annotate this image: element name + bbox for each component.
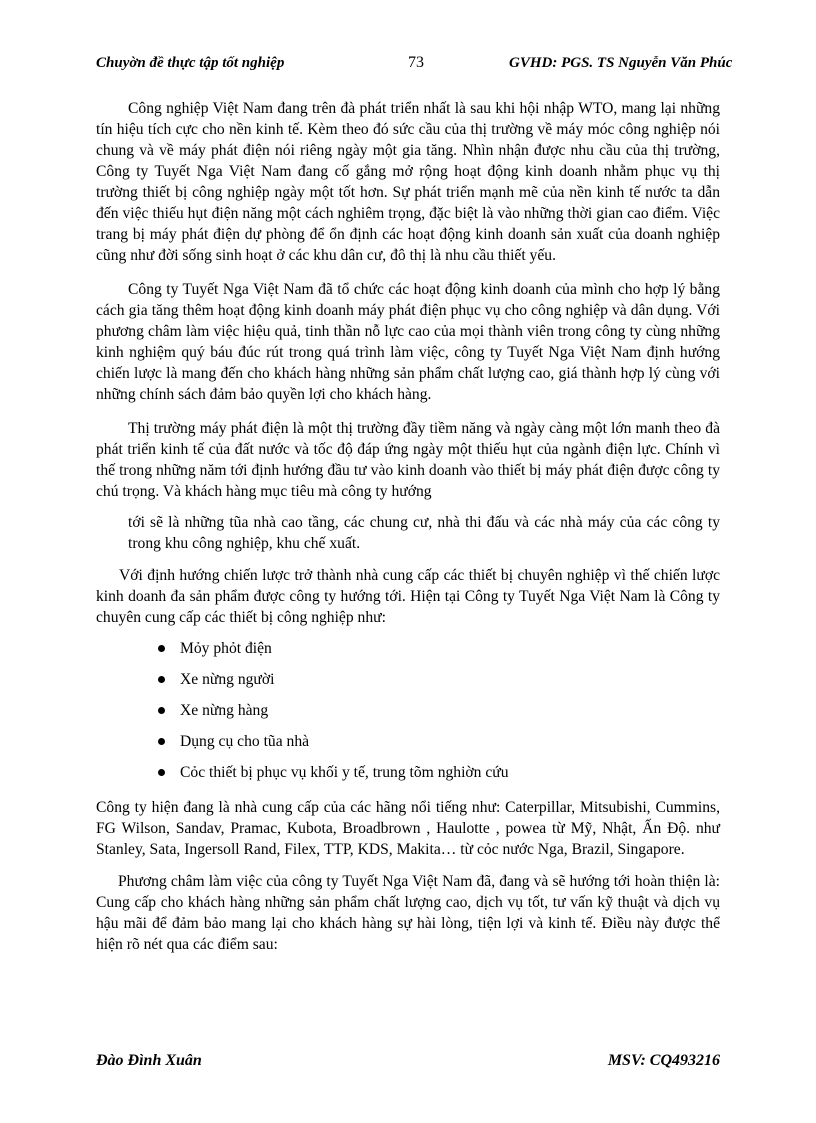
paragraph-generator-market: Thị trường máy phát điện là một thị trường đầy tiềm năng và ngày càng một lớn manh theo đà phát triển kinh tế của đất nước và tốc độ đáp ứng ngày một thiếu hụt của ngành điện lực. Chính vì thế trong những năm tới định hướng đầu tư vào kinh doanh vào thiết bị máy phát điện được công ty chú trọng. Và khách hàng mục tiêu mà công ty hướng [96, 420, 720, 500]
list-item-text: Mỏy phỏt điện [180, 640, 272, 657]
bullet-icon [158, 676, 165, 683]
list-item [96, 731, 720, 762]
paragraph-target-customers: tới sẽ là những tũa nhà cao tầng, các chung cư, nhà thi đấu và các nhà máy của các công ty trong khu công nghiệp, khu chế xuất. [128, 514, 720, 552]
page-number: 73 [408, 54, 424, 71]
bullet-icon [158, 707, 165, 714]
bullet-icon [158, 645, 165, 652]
paragraph-market-overview: Công nghiệp Việt Nam đang trên đà phát triển nhất là sau khi hội nhập WTO, mang lại những tín hiệu tích cực cho nền kinh tế. Kèm theo đó sức cầu của thị trường về máy móc công nghiệp nói chung và về máy phát điện nói riêng ngày một gia tăng. Nhìn nhận được nhu cầu của thị trường, Công ty Tuyết Nga Việt Nam đang cố gắng mở rộng hoạt động kinh doanh nhằm phục vụ thị trường thiết bị công nghiệp ngày một tốt hơn. Sự phát triển mạnh mẽ của nền kinh tế nước ta dẫn đến việc thiếu hụt điện năng một cách nghiêm trọng, đặc biệt là vào những thời gian cao điểm. Việc trang bị máy phát điện dự phòng để ổn định các hoạt động kinh doanh sản xuất của doanh nghiệp cũng như đời sống sinh hoạt ở các khu dân cư, đô thị là nhu cầu thiết yếu. [96, 100, 720, 264]
list-item-text: Xe nừng người [180, 671, 275, 688]
list-item-text: Cỏc thiết bị phục vụ khối y tế, trung tõm nghiờn cứu [180, 764, 509, 781]
list-item [96, 638, 720, 669]
bullet-icon [158, 738, 165, 745]
list-item [96, 669, 720, 700]
paragraph-suppliers: Công ty hiện đang là nhà cung cấp của các hãng nổi tiếng như: Caterpillar, Mitsubishi, Cummins, FG Wilson, Sandav, Pramac, Kubota, Broadbrown , Haulotte , powea từ Mỹ, Nhật, Ấn Độ. như Stanley, Sata, Ingersoll Rand, Filex, TTP, KDS, Makita… từ cỏc nước Nga, Brazil, Singapore. [96, 799, 720, 858]
document-body [96, 98, 720, 955]
header-supervisor: GVHD: PGS. TS Nguyễn Văn Phúc [509, 55, 733, 71]
paragraph-strategy: Với định hướng chiến lược trở thành nhà cung cấp các thiết bị chuyên nghiệp vì thế chiến lược kinh doanh đa sản phẩm được công ty hướng tới. Hiện tại Công ty Tuyết Nga Việt Nam là Công ty chuyên cung cấp các thiết bị công nghiệp như: [96, 567, 720, 626]
footer-student-id: MSV: CQ493216 [607, 1052, 720, 1069]
list-item [96, 762, 720, 793]
header-title: Chuyờn đề thực tập tốt nghiệp [96, 55, 285, 71]
paragraph-working-motto: Phương châm làm việc của công ty Tuyết Nga Việt Nam đã, đang và sẽ hướng tới hoàn thiện là: Cung cấp cho khách hàng những sản phẩm chất lượng cao, dịch vụ tốt, tư vấn kỹ thuật và dịch vụ hậu mãi để đảm bảo mang lại cho khách hàng sự hài lòng, tiện lợi và kinh tế. Điều này được thể hiện rõ nét qua các điểm sau: [96, 873, 720, 953]
list-item-text: Dụng cụ cho tũa nhà [180, 733, 310, 750]
list-item [96, 700, 720, 731]
footer-author: Đào Đình Xuân [96, 1052, 202, 1069]
list-item-text: Xe nừng hàng [180, 702, 269, 719]
paragraph-company-organization: Công ty Tuyết Nga Việt Nam đã tổ chức các hoạt động kinh doanh của mình cho hợp lý bằng cách gia tăng thêm hoạt động kinh doanh máy phát điện phục vụ cho công nghiệp và dân dụng. Với phương châm làm việc hiệu quả, tinh thần nỗ lực cao của mọi thành viên trong công ty cùng những kinh nghiệm quý báu đúc rút trong quá trình làm việc, công ty Tuyết Nga Việt Nam định hướng chiến lược là mang đến cho khách hàng những sản phẩm chất lượng cao, giá thành hợp lý cùng với những chính sách đảm bảo quyền lợi cho khách hàng. [96, 281, 720, 403]
product-list [96, 638, 720, 793]
bullet-icon [158, 769, 165, 776]
